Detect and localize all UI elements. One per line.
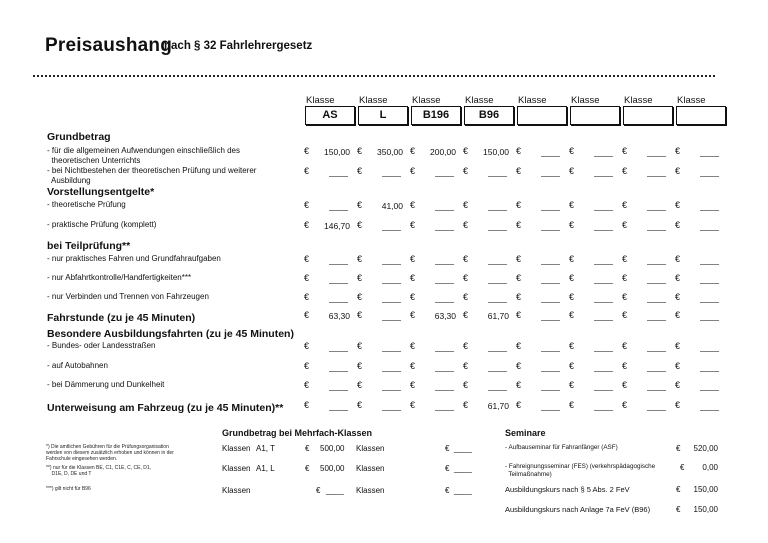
euro-sign: € <box>357 200 363 210</box>
euro-sign: € <box>304 361 310 371</box>
price-blank: ____ <box>647 293 666 303</box>
euro-sign: € <box>410 200 416 210</box>
klasse-box: B96 <box>464 106 514 125</box>
price-blank: ____ <box>541 274 560 284</box>
euro-sign: € <box>304 254 310 264</box>
mehrfach-blank-2: ____ <box>454 486 472 495</box>
mehrfach-blank-2: ____ <box>454 464 472 473</box>
price-blank: ____ <box>382 221 401 231</box>
euro-sign: € <box>516 220 522 230</box>
euro-sign: € <box>357 220 363 230</box>
price-blank: ____ <box>541 362 560 372</box>
price-blank: ____ <box>700 201 719 211</box>
price-blank: ____ <box>594 274 613 284</box>
mehrfach-klassen-label-2: Klassen <box>356 444 385 453</box>
euro-sign: € <box>622 400 628 410</box>
klasse-label: Klasse <box>677 95 706 106</box>
euro-sign: € <box>569 292 575 302</box>
euro-sign: € <box>357 254 363 264</box>
row-label: - nur Abfahrtkontrolle/Handfertigkeiten*** <box>47 273 192 282</box>
klasse-box <box>517 106 567 125</box>
euro-sign: € <box>357 400 363 410</box>
price-blank: ____ <box>435 401 454 411</box>
row-label: - Bundes- oder Landesstraßen <box>47 341 156 350</box>
price-blank: ____ <box>700 401 719 411</box>
klasse-label: Klasse <box>306 95 335 106</box>
price-blank: ____ <box>329 381 348 391</box>
euro-sign: € <box>463 292 469 302</box>
euro-sign: € <box>410 146 416 156</box>
row-label: - nur praktisches Fahren und Grundfahraufgaben <box>47 254 221 263</box>
mehrfach-klassen-label-2: Klassen <box>356 486 385 495</box>
euro-sign: € <box>622 254 628 264</box>
seminar-value: 0,00 <box>702 463 718 472</box>
euro-sign: € <box>516 380 522 390</box>
price-blank: ____ <box>382 381 401 391</box>
euro-sign: € <box>516 166 522 176</box>
euro-sign: € <box>463 341 469 351</box>
euro-sign: € <box>304 380 310 390</box>
price-blank: ____ <box>488 362 507 372</box>
klasse-box <box>570 106 620 125</box>
price-blank: ____ <box>541 342 560 352</box>
euro-sign: € <box>675 341 681 351</box>
euro-sign: € <box>304 273 310 283</box>
klasse-box: B196 <box>411 106 461 125</box>
euro-sign: € <box>675 200 681 210</box>
euro-sign: € <box>463 380 469 390</box>
section-vorstellungsentgelte: Vorstellungsentgelte* <box>47 186 155 198</box>
euro-sign: € <box>357 341 363 351</box>
price-value: 200,00 <box>430 147 456 157</box>
euro-sign: € <box>463 273 469 283</box>
price-value: 61,70 <box>487 311 509 321</box>
price-blank: ____ <box>594 167 613 177</box>
price-blank: ____ <box>329 167 348 177</box>
mehrfach-euro: € <box>305 444 310 453</box>
row-label: Fahrstunde (zu je 45 Minuten) <box>47 312 196 324</box>
price-blank: ____ <box>329 255 348 265</box>
price-blank: ____ <box>329 274 348 284</box>
dotted-divider <box>33 75 715 77</box>
euro-sign: € <box>410 220 416 230</box>
seminar-value: 150,00 <box>693 485 718 494</box>
price-blank: ____ <box>435 221 454 231</box>
mehrfach-klassen-value: A1, L <box>256 464 275 473</box>
price-blank: ____ <box>435 201 454 211</box>
price-blank: ____ <box>594 311 613 321</box>
price-blank: ____ <box>382 255 401 265</box>
section-besondere-ausbildungsfahrten: Besondere Ausbildungsfahrten (zu je 45 Minuten) <box>47 328 294 340</box>
euro-sign: € <box>516 292 522 302</box>
price-value: 146,70 <box>324 221 350 231</box>
seminar-euro: € <box>676 505 681 514</box>
price-blank: ____ <box>647 274 666 284</box>
price-blank: ____ <box>488 381 507 391</box>
euro-sign: € <box>410 361 416 371</box>
mehrfach-value: 500,00 <box>320 464 345 473</box>
euro-sign: € <box>463 166 469 176</box>
euro-sign: € <box>410 380 416 390</box>
euro-sign: € <box>516 361 522 371</box>
price-value: 63,30 <box>328 311 350 321</box>
price-blank: ____ <box>435 274 454 284</box>
page-title: Preisaushang <box>45 35 173 56</box>
mehrfach-klassen-label: Klassen <box>222 486 251 495</box>
price-blank: ____ <box>700 221 719 231</box>
price-blank: ____ <box>488 255 507 265</box>
euro-sign: € <box>410 341 416 351</box>
klasse-label: Klasse <box>465 95 494 106</box>
euro-sign: € <box>516 400 522 410</box>
euro-sign: € <box>357 310 363 320</box>
mehrfach-euro-2: € <box>445 486 450 495</box>
mehrfach-klassen-label-2: Klassen <box>356 464 385 473</box>
price-blank: ____ <box>647 401 666 411</box>
euro-sign: € <box>569 146 575 156</box>
price-blank: ____ <box>329 342 348 352</box>
row-label: - bei Dämmerung und Dunkelheit <box>47 380 165 389</box>
euro-sign: € <box>516 273 522 283</box>
price-blank: ____ <box>435 293 454 303</box>
klasse-label: Klasse <box>359 95 388 106</box>
footnote-2: **) nur für die Klassen BE, C1, C1E, C, CE, D1, D1E, D, DE und T <box>46 465 152 477</box>
euro-sign: € <box>410 292 416 302</box>
seminar-value: 150,00 <box>693 505 718 514</box>
mehrfach-blank-2: ____ <box>454 444 472 453</box>
euro-sign: € <box>622 361 628 371</box>
klasse-label: Klasse <box>624 95 653 106</box>
euro-sign: € <box>410 166 416 176</box>
price-blank: ____ <box>541 401 560 411</box>
euro-sign: € <box>357 166 363 176</box>
footnote-3: ***) gilt nicht für B96 <box>46 486 91 492</box>
mehrfach-klassen-label: Klassen <box>222 444 251 453</box>
euro-sign: € <box>622 292 628 302</box>
euro-sign: € <box>516 146 522 156</box>
price-blank: ____ <box>382 311 401 321</box>
euro-sign: € <box>410 254 416 264</box>
klasse-box <box>676 106 726 125</box>
seminar-euro: € <box>676 444 681 453</box>
price-value: 41,00 <box>381 201 403 211</box>
mehrfach-euro: € <box>316 486 321 495</box>
price-blank: ____ <box>594 381 613 391</box>
price-blank: ____ <box>541 221 560 231</box>
euro-sign: € <box>463 254 469 264</box>
price-blank: ____ <box>594 201 613 211</box>
price-blank: ____ <box>329 201 348 211</box>
price-blank: ____ <box>700 311 719 321</box>
euro-sign: € <box>675 273 681 283</box>
price-blank: ____ <box>594 147 613 157</box>
euro-sign: € <box>675 166 681 176</box>
euro-sign: € <box>357 146 363 156</box>
price-blank: ____ <box>541 293 560 303</box>
euro-sign: € <box>569 166 575 176</box>
seminar-euro: € <box>676 485 681 494</box>
euro-sign: € <box>357 380 363 390</box>
price-blank: ____ <box>594 255 613 265</box>
section-grundbetrag: Grundbetrag <box>47 131 111 143</box>
euro-sign: € <box>463 200 469 210</box>
price-blank: ____ <box>541 311 560 321</box>
euro-sign: € <box>569 380 575 390</box>
price-value: 350,00 <box>377 147 403 157</box>
mehrfach-euro-2: € <box>445 444 450 453</box>
euro-sign: € <box>622 146 628 156</box>
row-label: Unterweisung am Fahrzeug (zu je 45 Minuten)** <box>47 402 284 414</box>
price-blank: ____ <box>594 401 613 411</box>
price-blank: ____ <box>541 255 560 265</box>
price-blank: ____ <box>700 255 719 265</box>
euro-sign: € <box>569 273 575 283</box>
euro-sign: € <box>357 292 363 302</box>
price-blank: ____ <box>435 362 454 372</box>
euro-sign: € <box>622 310 628 320</box>
price-value: 150,00 <box>324 147 350 157</box>
price-blank: ____ <box>329 401 348 411</box>
euro-sign: € <box>622 200 628 210</box>
euro-sign: € <box>516 254 522 264</box>
euro-sign: € <box>569 254 575 264</box>
price-blank: ____ <box>488 342 507 352</box>
price-blank: ____ <box>488 274 507 284</box>
seminar-label: Ausbildungskurs nach § 5 Abs. 2 FeV <box>505 485 630 494</box>
euro-sign: € <box>622 380 628 390</box>
price-blank: ____ <box>329 293 348 303</box>
row-label: - praktische Prüfung (komplett) <box>47 220 157 229</box>
mehrfach-euro-2: € <box>445 464 450 473</box>
row-label: - nur Verbinden und Trennen von Fahrzeugen <box>47 292 209 301</box>
euro-sign: € <box>410 273 416 283</box>
price-blank: ____ <box>435 381 454 391</box>
price-blank: ____ <box>647 342 666 352</box>
euro-sign: € <box>675 146 681 156</box>
euro-sign: € <box>304 200 310 210</box>
seminar-value: 520,00 <box>693 444 718 453</box>
price-blank: ____ <box>700 381 719 391</box>
price-blank: ____ <box>329 362 348 372</box>
euro-sign: € <box>675 400 681 410</box>
price-blank: ____ <box>647 255 666 265</box>
euro-sign: € <box>569 220 575 230</box>
row-label: - für die allgemeinen Aufwendungen einschließlich des theoretischen Unterrichts <box>47 146 241 165</box>
price-blank: ____ <box>541 167 560 177</box>
euro-sign: € <box>675 254 681 264</box>
euro-sign: € <box>675 380 681 390</box>
klasse-box: L <box>358 106 408 125</box>
euro-sign: € <box>675 310 681 320</box>
euro-sign: € <box>304 400 310 410</box>
klasse-box <box>623 106 673 125</box>
mehrfach-klassen-label: Klassen <box>222 464 251 473</box>
price-blank: ____ <box>700 342 719 352</box>
price-blank: ____ <box>647 201 666 211</box>
euro-sign: € <box>622 220 628 230</box>
euro-sign: € <box>622 341 628 351</box>
price-blank: ____ <box>594 293 613 303</box>
euro-sign: € <box>304 341 310 351</box>
price-blank: ____ <box>647 167 666 177</box>
price-blank: ____ <box>700 362 719 372</box>
price-blank: ____ <box>382 293 401 303</box>
row-label: - bei Nichtbestehen der theoretischen Prüfung und weiterer Ausbildung <box>47 166 257 185</box>
price-blank: ____ <box>700 167 719 177</box>
price-blank: ____ <box>700 274 719 284</box>
price-blank: ____ <box>382 401 401 411</box>
price-blank: ____ <box>488 221 507 231</box>
seminare-title: Seminare <box>505 428 546 438</box>
price-value: 63,30 <box>434 311 456 321</box>
price-blank: ____ <box>435 255 454 265</box>
price-blank: ____ <box>594 362 613 372</box>
price-blank: ____ <box>382 362 401 372</box>
euro-sign: € <box>516 200 522 210</box>
euro-sign: € <box>357 361 363 371</box>
price-blank: ____ <box>647 311 666 321</box>
price-blank: ____ <box>594 221 613 231</box>
euro-sign: € <box>304 146 310 156</box>
euro-sign: € <box>516 341 522 351</box>
price-blank: ____ <box>647 381 666 391</box>
euro-sign: € <box>463 146 469 156</box>
klasse-label: Klasse <box>571 95 600 106</box>
mehrfach-value: 500,00 <box>320 444 345 453</box>
price-blank: ____ <box>488 201 507 211</box>
price-value: 61,70 <box>487 401 509 411</box>
euro-sign: € <box>304 220 310 230</box>
price-blank: ____ <box>382 342 401 352</box>
price-blank: ____ <box>541 201 560 211</box>
price-blank: ____ <box>647 362 666 372</box>
page-subtitle: nach § 32 Fahrlehrergesetz <box>164 40 313 52</box>
price-blank: ____ <box>541 381 560 391</box>
klasse-box: AS <box>305 106 355 125</box>
price-blank: ____ <box>435 167 454 177</box>
euro-sign: € <box>463 361 469 371</box>
mehrfach-title: Grundbetrag bei Mehrfach-Klassen <box>222 428 373 438</box>
euro-sign: € <box>622 273 628 283</box>
row-label: - auf Autobahnen <box>47 361 108 370</box>
price-blank: ____ <box>435 342 454 352</box>
seminar-label: - Aufbauseminar für Fahranfänger (ASF) <box>505 444 618 451</box>
price-blank: ____ <box>647 147 666 157</box>
euro-sign: € <box>304 166 310 176</box>
klasse-label: Klasse <box>412 95 441 106</box>
euro-sign: € <box>622 166 628 176</box>
price-blank: ____ <box>488 293 507 303</box>
euro-sign: € <box>516 310 522 320</box>
seminar-label: - Fahreignungsseminar (FES) (verkehrspädagogische Teilmaßnahme) <box>505 463 656 478</box>
euro-sign: € <box>569 341 575 351</box>
euro-sign: € <box>569 361 575 371</box>
section-teilpruefung: bei Teilprüfung** <box>47 240 131 252</box>
euro-sign: € <box>304 292 310 302</box>
price-blank: ____ <box>541 147 560 157</box>
footnote-1: *) Die amtlichen Gebühren für die Prüfungsorganisation werden von diesem zusätzlich erhoben und können in der Fahrschule eingesehen werden. <box>46 444 174 462</box>
euro-sign: € <box>463 220 469 230</box>
euro-sign: € <box>357 273 363 283</box>
seminar-label: Ausbildungskurs nach Anlage 7a FeV (B96) <box>505 505 651 514</box>
euro-sign: € <box>463 400 469 410</box>
price-value: 150,00 <box>483 147 509 157</box>
row-label: - theoretische Prüfung <box>47 200 126 209</box>
euro-sign: € <box>675 220 681 230</box>
euro-sign: € <box>569 310 575 320</box>
mehrfach-euro: € <box>305 464 310 473</box>
price-blank: ____ <box>382 167 401 177</box>
price-blank: ____ <box>488 167 507 177</box>
price-blank: ____ <box>594 342 613 352</box>
euro-sign: € <box>463 310 469 320</box>
price-blank: ____ <box>700 147 719 157</box>
euro-sign: € <box>569 200 575 210</box>
price-blank: ____ <box>647 221 666 231</box>
klasse-label: Klasse <box>518 95 547 106</box>
euro-sign: € <box>410 400 416 410</box>
euro-sign: € <box>304 310 310 320</box>
euro-sign: € <box>569 400 575 410</box>
price-blank: ____ <box>700 293 719 303</box>
euro-sign: € <box>675 292 681 302</box>
euro-sign: € <box>675 361 681 371</box>
mehrfach-blank: ____ <box>326 486 344 495</box>
euro-sign: € <box>410 310 416 320</box>
mehrfach-klassen-value: A1, T <box>256 444 275 453</box>
seminar-euro: € <box>680 463 685 472</box>
price-blank: ____ <box>382 274 401 284</box>
